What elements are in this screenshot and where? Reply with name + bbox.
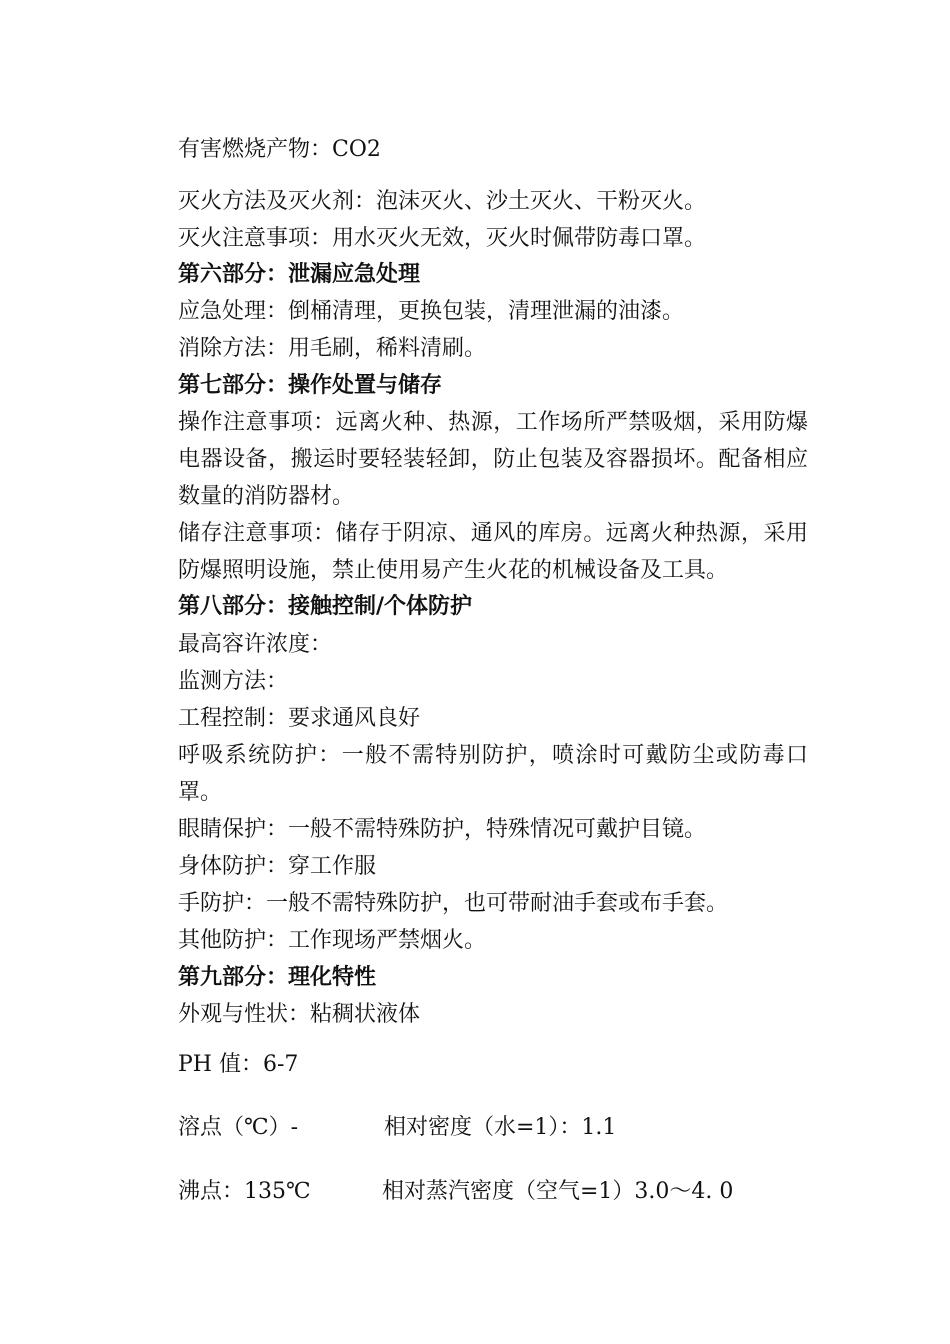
vapor-density-line: 相对蒸汽密度（空气=1）3.0～4. 0 [382,1179,734,1204]
eye-line: 眼睛保护：一般不需特殊防护，特殊情况可戴护目镜。 [178,817,707,842]
section8-heading: 第八部分：接触控制/个体防护 [178,594,473,619]
emergency-line: 应急处理：倒桶清理，更换包装，清理泄漏的油漆。 [178,299,685,324]
monitoring-line: 监测方法： [178,669,289,694]
section9-heading: 第九部分：理化特性 [178,965,377,990]
storage-notes-paragraph: 储存注意事项：储存于阴凉、通风的库房。远离火种热源，采用防爆照明设施，禁止使用易产生火花的机械设备及工具。 [178,521,808,583]
extinguish-method-line: 灭火方法及灭火剂：泡沫灭火、沙土灭火、干粉灭火。 [178,189,707,214]
section6-heading: 第六部分：泄漏应急处理 [178,262,421,287]
melting-point-line: 溶点（℃）- [178,1115,299,1140]
max-concentration-line: 最高容许浓度： [178,632,333,657]
body-line: 身体防护：穿工作服 [178,854,377,879]
operation-notes-paragraph: 操作注意事项：远离火种、热源，工作场所严禁吸烟，采用防爆电器设备，搬运时要轻装轻卸，防止包装及容器损坏。配备相应数量的消防器材。 [178,410,808,509]
ph-line: PH 值：6-7 [178,1052,299,1077]
appearance-line: 外观与性状：粘稠状液体 [178,1002,421,1027]
other-line: 其他防护：工作现场严禁烟火。 [178,928,487,953]
removal-line: 消除方法：用毛刷，稀料清刷。 [178,336,487,361]
respiratory-paragraph: 呼吸系统防护：一般不需特别防护，喷涂时可戴防尘或防毒口罩。 [178,743,808,805]
section7-heading: 第七部分：操作处置与储存 [178,373,443,398]
boiling-point-line: 沸点：135℃ [178,1179,311,1204]
hand-line: 手防护：一般不需特殊防护，也可带耐油手套或布手套。 [178,891,729,916]
harmful-products-line: 有害燃烧产物：CO2 [178,137,381,162]
relative-density-line: 相对密度（水=1）：1.1 [384,1115,617,1140]
extinguish-notes-line: 灭火注意事项：用水灭火无效，灭火时佩带防毒口罩。 [178,226,707,251]
engineering-line: 工程控制：要求通风良好 [178,706,421,731]
